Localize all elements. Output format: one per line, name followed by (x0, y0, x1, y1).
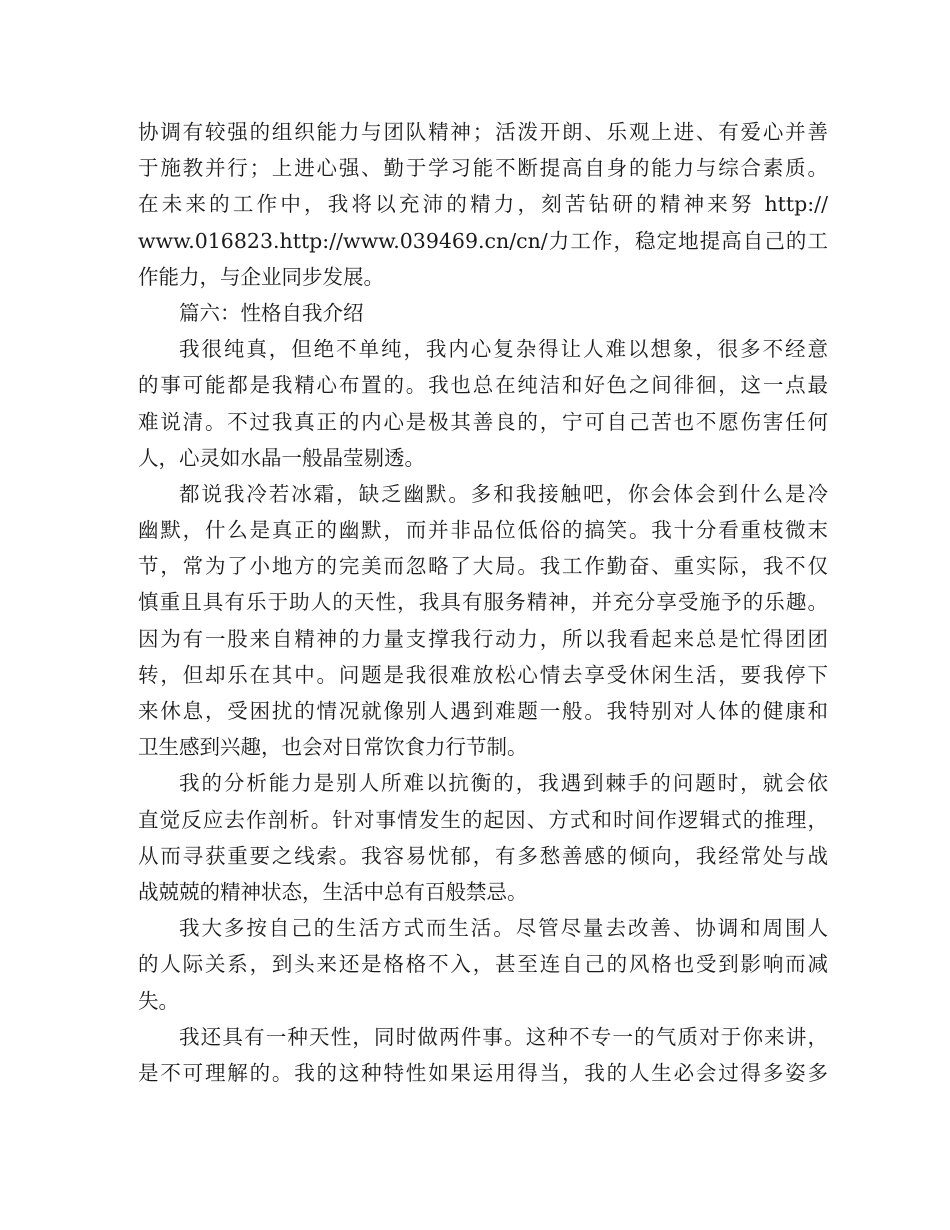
text-line: 我大多按自己的生活方式而生活。尽管尽量去改善、协调和周围人 (179, 916, 828, 941)
text-line: 我还具有一种天性，同时做两件事。这种不专一的气质对于你来讲， (179, 1024, 828, 1049)
text-line: 直觉反应去作剖析。针对事情发生的起因、方式和时间作逻辑式的推理， (138, 807, 828, 832)
text-line: 节，常为了小地方的完美而忽略了大局。我工作勤奋、重实际，我不仅 (138, 554, 828, 579)
text-line: 来休息，受困扰的情况就像别人遇到难题一般。我特别对人体的健康和 (138, 699, 828, 723)
text-line: 战兢兢的精神状态，生活中总有百般禁忌。 (138, 879, 528, 904)
text-line: 是不可理解的。我的这种特性如果运用得当，我的人生必会过得多姿多 (138, 1060, 828, 1085)
text-line: 人，心灵如水晶一般晶莹剔透。 (138, 445, 425, 470)
text-line: 我很纯真，但绝不单纯，我内心复杂得让人难以想象，很多不经意 (179, 337, 828, 362)
text-line: 在未来的工作中，我将以充沛的精力，刻苦钻研的精神来努 http:// (138, 192, 828, 217)
text-line: 卫生感到兴趣，也会对日常饮食力行节制。 (138, 735, 528, 760)
text-line: 因为有一股来自精神的力量支撑我行动力，所以我看起来总是忙得团团 (138, 626, 828, 651)
text-line: 的事可能都是我精心布置的。我也总在纯洁和好色之间徘徊，这一点最 (138, 373, 828, 398)
text-line: 幽默，什么是真正的幽默，而并非品位低俗的搞笑。我十分看重枝微末 (138, 518, 828, 543)
text-line: 作能力，与企业同步发展。 (138, 264, 384, 289)
text-line: 从而寻获重要之线索。我容易忧郁，有多愁善感的倾向，我经常处与战 (138, 843, 828, 868)
text-line: 的人际关系，到头来还是格格不入，甚至连自己的风格也受到影响而减 (138, 952, 828, 977)
section-heading: 篇六：性格自我介绍 (179, 300, 364, 325)
text-line: 慎重且具有乐于助人的天性，我具有服务精神，并充分享受施予的乐趣。 (138, 590, 828, 615)
text-line: 转，但却乐在其中。问题是我很难放松心情去享受休闲生活，要我停下 (138, 662, 828, 687)
text-line: 难说清。不过我真正的内心是极其善良的，宁可自己苦也不愿伤害任何 (138, 409, 828, 434)
text-line: 我的分析能力是别人所难以抗衡的，我遇到棘手的问题时，就会依 (179, 771, 828, 796)
text-line: 失。 (138, 988, 179, 1013)
document-body (138, 114, 828, 1091)
text-line: 协调有较强的组织能力与团队精神；活泼开朗、乐观上进、有爱心并善 (138, 120, 828, 144)
text-line: www.016823.http://www.039469.cn/cn/力工作，稳定地提高自己的工 (138, 228, 828, 253)
text-line: 都说我冷若冰霜，缺乏幽默。多和我接触吧，你会体会到什么是冷 (179, 481, 828, 506)
text-line: 于施教并行；上进心强、勤于学习能不断提高自身的能力与综合素质。 (138, 156, 828, 181)
